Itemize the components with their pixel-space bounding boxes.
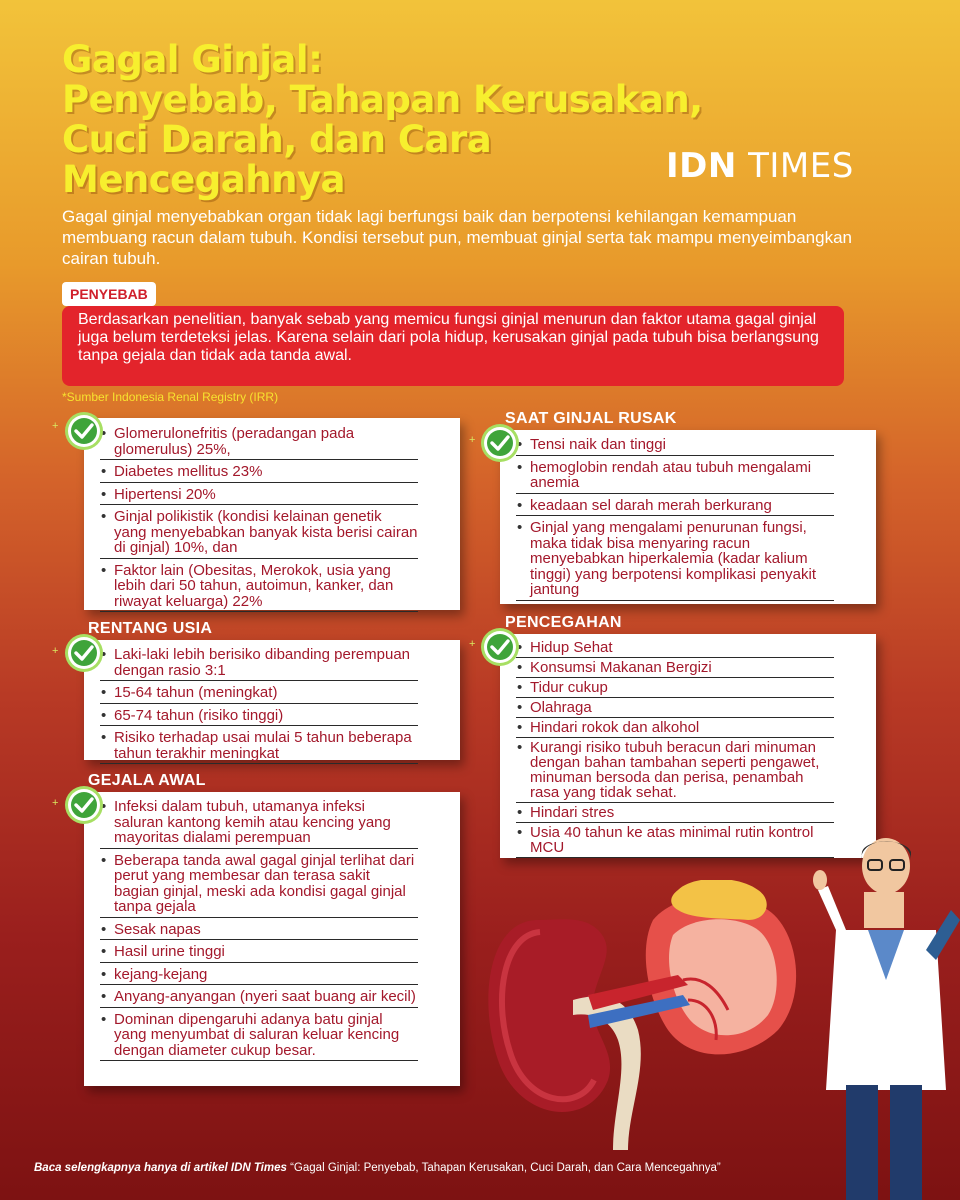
gejala-awal-list bbox=[100, 799, 418, 1061]
list-item: • Hindari stres bbox=[516, 805, 834, 823]
footer-lead: Baca selengkapnya hanya di artikel IDN Times bbox=[34, 1162, 287, 1174]
check-circle-icon bbox=[68, 637, 100, 669]
list-item: • Faktor lain (Obesitas, Merokok, usia yang lebih dari 50 tahun, autoimun, kanker, dan riwayat keluarga) 22% bbox=[100, 563, 418, 613]
list-item: • kejang-kejang bbox=[100, 967, 418, 986]
intro-text: Gagal ginjal menyebabkan organ tidak lagi berfungsi baik dan berpotensi kehilangan kemampuan membuang racun dalam tubuh. Kondisi tersebut pun, membuat ginjal serta tak mampu menyeimbangkan cairan tubuh. bbox=[62, 207, 852, 268]
list-item: • Tidur cukup bbox=[516, 680, 834, 698]
list-item: • Infeksi dalam tubuh, utamanya infeksi saluran kantong kemih atau kencing yang mayoritas dialami perempuan bbox=[100, 799, 418, 849]
doctor-illustration bbox=[806, 830, 960, 1200]
list-item: • keadaan sel darah merah berkurang bbox=[516, 498, 834, 517]
list-item: • Hasil urine tinggi bbox=[100, 944, 418, 963]
saat-ginjal-rusak-list bbox=[516, 437, 834, 601]
rentang-usia-heading: RENTANG USIA bbox=[88, 620, 213, 637]
kidney-illustration bbox=[478, 880, 818, 1150]
list-item: • Hindari rokok dan alkohol bbox=[516, 720, 834, 738]
list-item: • 15-64 tahun (meningkat) bbox=[100, 685, 418, 704]
sparkle-icon: + bbox=[469, 638, 476, 650]
list-item: • Dominan dipengaruhi adanya batu ginjal yang menyumbat di saluran keluar kencing dengan diameter cukup besar. bbox=[100, 1012, 418, 1062]
list-item: • Laki-laki lebih berisiko dibanding perempuan dengan rasio 3:1 bbox=[100, 647, 418, 681]
sparkle-icon: + bbox=[52, 797, 59, 809]
list-item: • Hipertensi 20% bbox=[100, 487, 418, 506]
penyebab-text: Berdasarkan penelitian, banyak sebab yang memicu fungsi ginjal menurun dan faktor utama gagal ginjal juga belum terdeteksi jelas. Karena selain dari pola hidup, kerusakan ginjal pada tubuh bisa berlangsung tanpa gejala dan tidak ada tanda awal. bbox=[62, 306, 844, 386]
footer-article: “Gagal Ginjal: Penyebab, Tahapan Kerusakan, Cuci Darah, dan Cara Mencegahnya” bbox=[286, 1162, 721, 1174]
footer-note bbox=[34, 1162, 721, 1174]
pencegahan-list bbox=[516, 640, 834, 858]
penyebab-list bbox=[100, 426, 418, 612]
penyebab-card bbox=[84, 418, 460, 610]
list-item: • Ginjal yang mengalami penurunan fungsi, maka tidak bisa menyaring racun menyebabkan hiperkalemia (kadar kalium tinggi) yang berpotensi komplikasi penyakit jantung bbox=[516, 520, 834, 601]
list-item: • Beberapa tanda awal gagal ginjal terlihat dari perut yang membesar dan terasa sakit bagian ginjal, meski ada kondisi gagal ginjal tanpa gejala bbox=[100, 853, 418, 918]
list-item: • Kurangi risiko tubuh beracun dari minuman dengan bahan tambahan seperti pengawet, minuman bersoda dan perisa, penambah rasa yang tidak sehat. bbox=[516, 740, 834, 803]
list-item: • Risiko terhadap usai mulai 5 tahun beberapa tahun terakhir meningkat bbox=[100, 730, 418, 764]
sparkle-icon: + bbox=[52, 645, 59, 657]
saat-ginjal-rusak-card bbox=[500, 430, 876, 604]
idn-times-logo bbox=[666, 146, 854, 186]
check-circle-icon bbox=[484, 427, 516, 459]
list-item: • Konsumsi Makanan Bergizi bbox=[516, 660, 834, 678]
gejala-awal-card bbox=[84, 792, 460, 1086]
list-item: • Ginjal polikistik (kondisi kelainan genetik yang menyebabkan banyak kista berisi cairan di ginjal) 10%, dan bbox=[100, 509, 418, 559]
list-item: • Sesak napas bbox=[100, 922, 418, 941]
rentang-usia-list bbox=[100, 647, 418, 764]
check-circle-icon bbox=[484, 631, 516, 663]
list-item: • Usia 40 tahun ke atas minimal rutin kontrol MCU bbox=[516, 825, 834, 858]
list-item: • Diabetes mellitus 23% bbox=[100, 464, 418, 483]
list-item: • Olahraga bbox=[516, 700, 834, 718]
page-title: Gagal Ginjal: Penyebab, Tahapan Kerusakan, Cuci Darah, dan Cara Mencegahnya bbox=[62, 38, 703, 201]
list-item: • Tensi naik dan tinggi bbox=[516, 437, 834, 456]
sparkle-icon: + bbox=[469, 434, 476, 446]
pencegahan-heading: PENCEGAHAN bbox=[505, 614, 622, 631]
check-circle-icon bbox=[68, 789, 100, 821]
source-note: *Sumber Indonesia Renal Registry (IRR) bbox=[62, 390, 279, 404]
penyebab-label: PENYEBAB bbox=[62, 282, 156, 306]
sparkle-icon: + bbox=[52, 420, 59, 432]
logo-bold: IDN bbox=[666, 146, 737, 186]
pencegahan-card bbox=[500, 634, 876, 858]
gejala-awal-heading: GEJALA AWAL bbox=[88, 772, 206, 789]
list-item: • Anyang-anyangan (nyeri saat buang air kecil) bbox=[100, 989, 418, 1008]
saat-ginjal-rusak-heading: SAAT GINJAL RUSAK bbox=[505, 410, 677, 427]
list-item: • 65-74 tahun (risiko tinggi) bbox=[100, 708, 418, 727]
list-item: • Glomerulonefritis (peradangan pada glomerulus) 25%, bbox=[100, 426, 418, 460]
check-circle-icon bbox=[68, 415, 100, 447]
list-item: • hemoglobin rendah atau tubuh mengalami anemia bbox=[516, 460, 834, 494]
rentang-usia-card bbox=[84, 640, 460, 760]
logo-rest: TIMES bbox=[736, 146, 854, 186]
list-item: • Hidup Sehat bbox=[516, 640, 834, 658]
